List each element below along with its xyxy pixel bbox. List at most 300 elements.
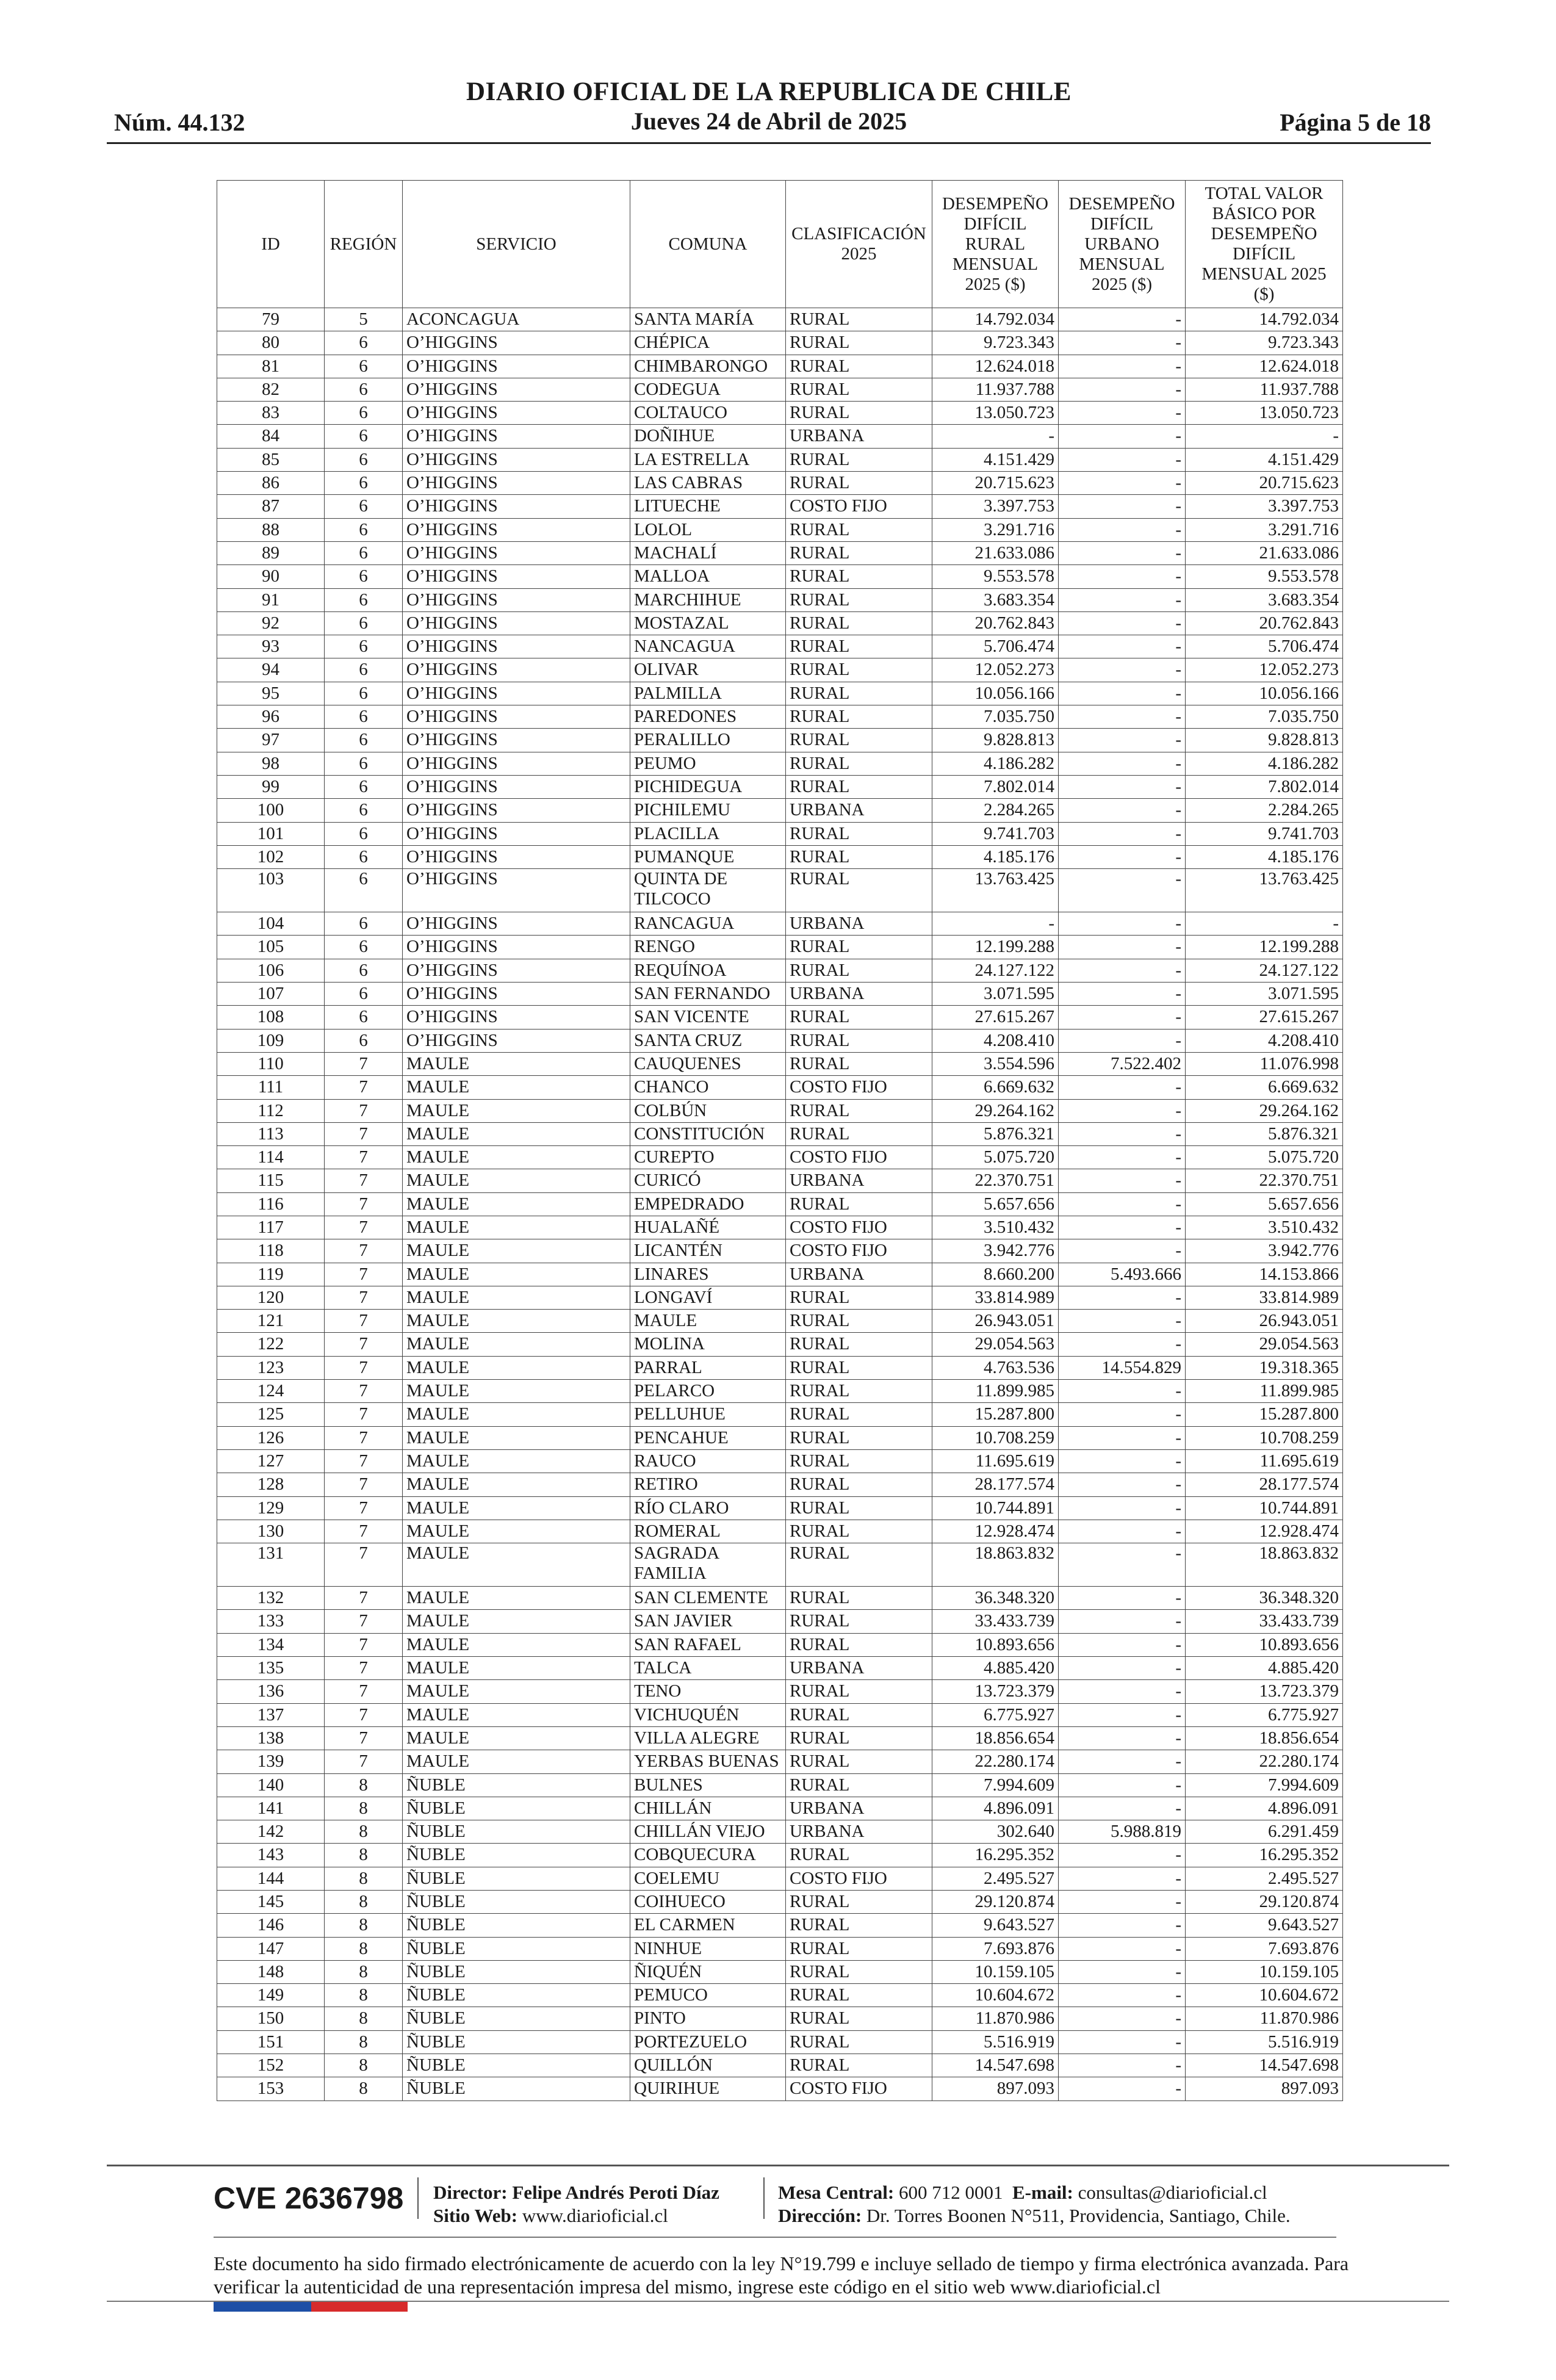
cell-total: 12.928.474 — [1186, 1520, 1343, 1543]
cell-clasificacion: URBANA — [786, 1820, 932, 1844]
cell-comuna: CURICÓ — [630, 1169, 786, 1192]
cell-clasificacion: RURAL — [786, 1680, 932, 1703]
cell-urbano: - — [1059, 1192, 1186, 1216]
cell-region: 8 — [325, 1820, 403, 1844]
cell-region: 6 — [325, 565, 403, 588]
cell-total: 22.280.174 — [1186, 1750, 1343, 1773]
cell-urbano: - — [1059, 1937, 1186, 1960]
cell-region: 6 — [325, 331, 403, 355]
cell-servicio: O’HIGGINS — [403, 518, 630, 541]
col-header-comuna: COMUNA — [630, 181, 786, 308]
cell-region: 6 — [325, 378, 403, 401]
cell-total: 29.054.563 — [1186, 1333, 1343, 1356]
cell-id: 133 — [217, 1610, 325, 1633]
cell-comuna: CHANCO — [630, 1076, 786, 1099]
cell-comuna: MOLINA — [630, 1333, 786, 1356]
cell-servicio: ÑUBLE — [403, 2030, 630, 2054]
cell-clasificacion: RURAL — [786, 1496, 932, 1520]
table-row — [217, 425, 1343, 448]
cell-urbano: 5.493.666 — [1059, 1263, 1186, 1286]
cell-comuna: ÑIQUÉN — [630, 1960, 786, 1983]
cell-comuna: LOLOL — [630, 518, 786, 541]
cell-clasificacion: RURAL — [786, 1052, 932, 1075]
cell-clasificacion: RURAL — [786, 472, 932, 495]
cell-id: 102 — [217, 845, 325, 868]
cell-total: 5.706.474 — [1186, 635, 1343, 658]
cell-comuna: SAN CLEMENTE — [630, 1587, 786, 1610]
cell-total: 3.291.716 — [1186, 518, 1343, 541]
cell-region: 6 — [325, 611, 403, 635]
cell-urbano: - — [1059, 1029, 1186, 1052]
cell-comuna: MACHALÍ — [630, 541, 786, 564]
cell-total: 11.695.619 — [1186, 1449, 1343, 1473]
address-value: Dr. Torres Boonen N°511, Providencia, Santiago, Chile. — [866, 2205, 1291, 2226]
cell-clasificacion: RURAL — [786, 331, 932, 355]
cell-id: 153 — [217, 2077, 325, 2101]
cell-servicio: O’HIGGINS — [403, 472, 630, 495]
cell-comuna: VILLA ALEGRE — [630, 1726, 786, 1750]
cell-id: 151 — [217, 2030, 325, 2054]
cell-urbano: - — [1059, 912, 1186, 936]
cell-rural: 5.516.919 — [932, 2030, 1059, 2054]
cell-urbano: - — [1059, 1333, 1186, 1356]
cell-servicio: O’HIGGINS — [403, 775, 630, 798]
cell-servicio: ÑUBLE — [403, 1797, 630, 1820]
cell-total: 16.295.352 — [1186, 1844, 1343, 1867]
cell-urbano: - — [1059, 1844, 1186, 1867]
cell-servicio: O’HIGGINS — [403, 1006, 630, 1029]
cell-total: 4.208.410 — [1186, 1029, 1343, 1052]
cell-servicio: MAULE — [403, 1216, 630, 1239]
cell-urbano: - — [1059, 1006, 1186, 1029]
cell-rural: 6.775.927 — [932, 1703, 1059, 1726]
cell-id: 138 — [217, 1726, 325, 1750]
cell-id: 79 — [217, 308, 325, 331]
cell-urbano: - — [1059, 1099, 1186, 1122]
table-row — [217, 2030, 1343, 2054]
cell-rural: 9.741.703 — [932, 822, 1059, 845]
issue-date: Jueves 24 de Abril de 2025 — [630, 107, 907, 135]
cell-servicio: ÑUBLE — [403, 1914, 630, 1937]
cell-clasificacion: RURAL — [786, 822, 932, 845]
cell-urbano: - — [1059, 658, 1186, 682]
cell-comuna: CODEGUA — [630, 378, 786, 401]
cell-comuna: MALLOA — [630, 565, 786, 588]
table-row — [217, 1750, 1343, 1773]
table-row — [217, 1286, 1343, 1309]
cell-total: 9.723.343 — [1186, 331, 1343, 355]
table-row — [217, 1891, 1343, 1914]
cell-rural: 22.370.751 — [932, 1169, 1059, 1192]
cell-urbano: - — [1059, 588, 1186, 611]
cell-region: 7 — [325, 1052, 403, 1075]
cell-clasificacion: RURAL — [786, 378, 932, 401]
cell-total: 4.885.420 — [1186, 1657, 1343, 1680]
cell-urbano: - — [1059, 705, 1186, 729]
cell-comuna: PAREDONES — [630, 705, 786, 729]
cell-servicio: ÑUBLE — [403, 1867, 630, 1890]
cell-clasificacion: RURAL — [786, 402, 932, 425]
cell-comuna: HUALAÑÉ — [630, 1216, 786, 1239]
cell-clasificacion: URBANA — [786, 799, 932, 822]
cell-urbano: - — [1059, 1543, 1186, 1587]
table-row — [217, 1099, 1343, 1122]
cell-clasificacion: RURAL — [786, 1356, 932, 1379]
cell-servicio: MAULE — [403, 1726, 630, 1750]
cell-id: 115 — [217, 1169, 325, 1192]
cell-total: 3.942.776 — [1186, 1239, 1343, 1263]
col-header-urbano: DESEMPEÑO DIFÍCIL URBANO MENSUAL 2025 ($) — [1059, 181, 1186, 308]
cell-rural: 8.660.200 — [932, 1263, 1059, 1286]
cell-comuna: COELEMU — [630, 1867, 786, 1890]
table-row — [217, 705, 1343, 729]
cell-urbano: - — [1059, 1914, 1186, 1937]
cell-region: 7 — [325, 1356, 403, 1379]
cell-comuna: VICHUQUÉN — [630, 1703, 786, 1726]
cell-rural: 11.695.619 — [932, 1449, 1059, 1473]
cell-urbano: - — [1059, 2077, 1186, 2101]
email-link[interactable]: consultas@diarioficial.cl — [1078, 2182, 1267, 2203]
cell-rural: 10.056.166 — [932, 682, 1059, 705]
cell-id: 112 — [217, 1099, 325, 1122]
cell-urbano: - — [1059, 1496, 1186, 1520]
cell-urbano: - — [1059, 1122, 1186, 1145]
cell-rural: 13.723.379 — [932, 1680, 1059, 1703]
cell-region: 8 — [325, 1984, 403, 2007]
table-row — [217, 822, 1343, 845]
table-body — [217, 308, 1343, 2101]
cell-region: 7 — [325, 1169, 403, 1192]
cell-urbano: - — [1059, 1449, 1186, 1473]
cell-rural: 4.763.536 — [932, 1356, 1059, 1379]
cell-rural: 11.937.788 — [932, 378, 1059, 401]
cell-region: 7 — [325, 1543, 403, 1587]
cell-urbano: - — [1059, 1076, 1186, 1099]
cell-id: 123 — [217, 1356, 325, 1379]
cell-clasificacion: RURAL — [786, 2030, 932, 2054]
cell-urbano: - — [1059, 845, 1186, 868]
cell-comuna: SAN FERNANDO — [630, 983, 786, 1006]
cell-comuna: RANCAGUA — [630, 912, 786, 936]
cell-clasificacion: RURAL — [786, 729, 932, 752]
cell-clasificacion: RURAL — [786, 1192, 932, 1216]
cell-region: 7 — [325, 1750, 403, 1773]
cell-total: 7.693.876 — [1186, 1937, 1343, 1960]
cell-urbano: - — [1059, 869, 1186, 912]
cell-rural: 20.762.843 — [932, 611, 1059, 635]
cell-total: 4.896.091 — [1186, 1797, 1343, 1820]
cell-comuna: PELARCO — [630, 1380, 786, 1403]
cell-total: - — [1186, 425, 1343, 448]
cell-region: 6 — [325, 425, 403, 448]
table-row — [217, 1122, 1343, 1145]
cell-servicio: MAULE — [403, 1703, 630, 1726]
cell-comuna: TALCA — [630, 1657, 786, 1680]
cell-total: 22.370.751 — [1186, 1169, 1343, 1192]
col-header-id: ID — [217, 181, 325, 308]
cell-id: 127 — [217, 1449, 325, 1473]
cell-servicio: O’HIGGINS — [403, 936, 630, 959]
cell-rural: 29.120.874 — [932, 1891, 1059, 1914]
table-row — [217, 869, 1343, 912]
cell-id: 91 — [217, 588, 325, 611]
cell-clasificacion: RURAL — [786, 1449, 932, 1473]
cell-total: 2.284.265 — [1186, 799, 1343, 822]
cell-rural: 2.284.265 — [932, 799, 1059, 822]
cell-total: 3.071.595 — [1186, 983, 1343, 1006]
cell-comuna: CHILLÁN — [630, 1797, 786, 1820]
cell-servicio: ÑUBLE — [403, 2007, 630, 2030]
table-row — [217, 1380, 1343, 1403]
cell-servicio: ÑUBLE — [403, 1960, 630, 1983]
cell-id: 116 — [217, 1192, 325, 1216]
cell-comuna: PARRAL — [630, 1356, 786, 1379]
cell-region: 7 — [325, 1403, 403, 1426]
cell-comuna: TENO — [630, 1680, 786, 1703]
cell-region: 7 — [325, 1473, 403, 1496]
cell-region: 7 — [325, 1263, 403, 1286]
cell-region: 7 — [325, 1122, 403, 1145]
cell-rural: 9.828.813 — [932, 729, 1059, 752]
cell-clasificacion: RURAL — [786, 682, 932, 705]
cell-region: 8 — [325, 2007, 403, 2030]
cell-rural: 21.633.086 — [932, 541, 1059, 564]
cell-comuna: SAN JAVIER — [630, 1610, 786, 1633]
cell-id: 96 — [217, 705, 325, 729]
table-row — [217, 682, 1343, 705]
cell-id: 109 — [217, 1029, 325, 1052]
cell-rural: 5.657.656 — [932, 1192, 1059, 1216]
table-row — [217, 959, 1343, 982]
footer-divider-middle — [214, 2237, 1336, 2238]
cell-clasificacion: URBANA — [786, 425, 932, 448]
cell-id: 86 — [217, 472, 325, 495]
director-name: Felipe Andrés Peroti Díaz — [512, 2182, 719, 2203]
cell-total: 6.291.459 — [1186, 1820, 1343, 1844]
cell-urbano: - — [1059, 331, 1186, 355]
cell-clasificacion: RURAL — [786, 565, 932, 588]
cell-id: 80 — [217, 331, 325, 355]
cell-urbano: - — [1059, 936, 1186, 959]
cell-comuna: QUILLÓN — [630, 2054, 786, 2077]
cell-comuna: PICHILEMU — [630, 799, 786, 822]
cell-clasificacion: RURAL — [786, 1610, 932, 1633]
cell-clasificacion: RURAL — [786, 775, 932, 798]
cell-servicio: MAULE — [403, 1403, 630, 1426]
cell-urbano: - — [1059, 2007, 1186, 2030]
cell-total: 11.899.985 — [1186, 1380, 1343, 1403]
cell-comuna: NANCAGUA — [630, 635, 786, 658]
table-row — [217, 2007, 1343, 2030]
cell-clasificacion: RURAL — [786, 1633, 932, 1656]
cell-total: 7.994.609 — [1186, 1773, 1343, 1797]
cell-rural: 4.186.282 — [932, 752, 1059, 775]
cell-urbano: - — [1059, 959, 1186, 982]
cell-servicio: O’HIGGINS — [403, 799, 630, 822]
cell-region: 7 — [325, 1192, 403, 1216]
table-row — [217, 1426, 1343, 1449]
cell-clasificacion: RURAL — [786, 1099, 932, 1122]
phone-value: 600 712 0001 — [899, 2182, 1003, 2203]
cell-id: 135 — [217, 1657, 325, 1680]
cell-comuna: RÍO CLARO — [630, 1496, 786, 1520]
cell-rural: 7.802.014 — [932, 775, 1059, 798]
cell-region: 6 — [325, 775, 403, 798]
cell-comuna: MOSTAZAL — [630, 611, 786, 635]
cell-region: 8 — [325, 1914, 403, 1937]
cell-comuna: PLACILLA — [630, 822, 786, 845]
cell-rural: 22.280.174 — [932, 1750, 1059, 1773]
cell-total: 20.762.843 — [1186, 611, 1343, 635]
cell-clasificacion: RURAL — [786, 959, 932, 982]
cell-comuna: SAGRADA FAMILIA — [630, 1543, 786, 1587]
cell-region: 7 — [325, 1380, 403, 1403]
cell-urbano: - — [1059, 448, 1186, 471]
cell-clasificacion: RURAL — [786, 448, 932, 471]
col-header-servicio: SERVICIO — [403, 181, 630, 308]
cell-id: 126 — [217, 1426, 325, 1449]
table-row — [217, 1703, 1343, 1726]
cell-comuna: LA ESTRELLA — [630, 448, 786, 471]
table-row — [217, 2077, 1343, 2101]
cell-comuna: DOÑIHUE — [630, 425, 786, 448]
cell-clasificacion: RURAL — [786, 936, 932, 959]
cell-urbano: - — [1059, 1380, 1186, 1403]
cell-clasificacion: RURAL — [786, 1310, 932, 1333]
table-row — [217, 1216, 1343, 1239]
cell-servicio: O’HIGGINS — [403, 983, 630, 1006]
cell-urbano: - — [1059, 1610, 1186, 1633]
cell-region: 7 — [325, 1657, 403, 1680]
cell-rural: - — [932, 912, 1059, 936]
table-row — [217, 1543, 1343, 1587]
cell-comuna: MAULE — [630, 1310, 786, 1333]
table-row — [217, 402, 1343, 425]
table-row — [217, 2054, 1343, 2077]
cell-id: 113 — [217, 1122, 325, 1145]
cell-rural: 29.264.162 — [932, 1099, 1059, 1122]
cell-region: 8 — [325, 1937, 403, 1960]
cell-servicio: O’HIGGINS — [403, 1029, 630, 1052]
cell-servicio: MAULE — [403, 1633, 630, 1656]
cell-rural: 27.615.267 — [932, 1006, 1059, 1029]
cell-clasificacion: RURAL — [786, 611, 932, 635]
cell-total: 10.708.259 — [1186, 1426, 1343, 1449]
cell-clasificacion: COSTO FIJO — [786, 1146, 932, 1169]
web-link[interactable]: www.diarioficial.cl — [522, 2205, 668, 2226]
cell-id: 104 — [217, 912, 325, 936]
cell-region: 6 — [325, 448, 403, 471]
cell-servicio: O’HIGGINS — [403, 402, 630, 425]
cell-rural: 3.291.716 — [932, 518, 1059, 541]
cell-clasificacion: RURAL — [786, 1520, 932, 1543]
table-row — [217, 1263, 1343, 1286]
cell-rural: 16.295.352 — [932, 1844, 1059, 1867]
cell-clasificacion: RURAL — [786, 658, 932, 682]
cell-total: 6.669.632 — [1186, 1076, 1343, 1099]
cell-total: 2.495.527 — [1186, 1867, 1343, 1890]
cell-region: 7 — [325, 1449, 403, 1473]
table-row — [217, 729, 1343, 752]
cell-urbano: - — [1059, 1750, 1186, 1773]
cell-total: 4.151.429 — [1186, 448, 1343, 471]
cell-id: 85 — [217, 448, 325, 471]
cell-rural: 29.054.563 — [932, 1333, 1059, 1356]
table-row — [217, 1449, 1343, 1473]
table-row — [217, 1239, 1343, 1263]
cell-servicio: ÑUBLE — [403, 2077, 630, 2101]
cell-region: 7 — [325, 1333, 403, 1356]
cell-total: 12.624.018 — [1186, 355, 1343, 378]
cell-clasificacion: COSTO FIJO — [786, 1076, 932, 1099]
cell-servicio: ÑUBLE — [403, 1820, 630, 1844]
cell-region: 8 — [325, 2077, 403, 2101]
allowance-table — [217, 180, 1343, 2101]
footer-contact-block — [778, 2181, 1291, 2227]
cell-region: 6 — [325, 402, 403, 425]
table-row — [217, 1867, 1343, 1890]
cell-servicio: MAULE — [403, 1587, 630, 1610]
cell-servicio: MAULE — [403, 1286, 630, 1309]
cell-region: 8 — [325, 1960, 403, 1983]
cell-region: 7 — [325, 1633, 403, 1656]
director-label: Director: — [433, 2182, 508, 2203]
cell-comuna: CHÉPICA — [630, 331, 786, 355]
cell-comuna: PUMANQUE — [630, 845, 786, 868]
table-row — [217, 1310, 1343, 1333]
cell-rural: 4.185.176 — [932, 845, 1059, 868]
cell-urbano: - — [1059, 1239, 1186, 1263]
cell-region: 6 — [325, 355, 403, 378]
cell-urbano: - — [1059, 775, 1186, 798]
cell-clasificacion: RURAL — [786, 1726, 932, 1750]
cell-region: 8 — [325, 1844, 403, 1867]
cell-region: 8 — [325, 1797, 403, 1820]
table-row — [217, 1984, 1343, 2007]
cell-rural: 12.928.474 — [932, 1520, 1059, 1543]
table-row — [217, 1052, 1343, 1075]
cell-urbano: - — [1059, 402, 1186, 425]
table-row — [217, 378, 1343, 401]
cell-clasificacion: COSTO FIJO — [786, 1867, 932, 1890]
newspaper-title: DIARIO OFICIAL DE LA REPUBLICA DE CHILE — [466, 78, 1072, 106]
cell-urbano: - — [1059, 1657, 1186, 1680]
cell-id: 93 — [217, 635, 325, 658]
cell-region: 7 — [325, 1703, 403, 1726]
cell-urbano: - — [1059, 541, 1186, 564]
cell-comuna: COIHUECO — [630, 1891, 786, 1914]
table-row — [217, 752, 1343, 775]
cell-id: 152 — [217, 2054, 325, 2077]
cell-region: 5 — [325, 308, 403, 331]
cell-servicio: MAULE — [403, 1333, 630, 1356]
cell-urbano: - — [1059, 1286, 1186, 1309]
cell-rural: 12.199.288 — [932, 936, 1059, 959]
cell-comuna: SANTA CRUZ — [630, 1029, 786, 1052]
cell-servicio: O’HIGGINS — [403, 355, 630, 378]
cell-id: 110 — [217, 1052, 325, 1075]
cell-rural: 11.870.986 — [932, 2007, 1059, 2030]
cell-servicio: O’HIGGINS — [403, 331, 630, 355]
cell-rural: 5.876.321 — [932, 1122, 1059, 1145]
table-row — [217, 775, 1343, 798]
cell-rural: 4.208.410 — [932, 1029, 1059, 1052]
cell-urbano: - — [1059, 822, 1186, 845]
cell-urbano: - — [1059, 565, 1186, 588]
cell-clasificacion: RURAL — [786, 1543, 932, 1587]
table-row — [217, 1473, 1343, 1496]
cell-id: 81 — [217, 355, 325, 378]
